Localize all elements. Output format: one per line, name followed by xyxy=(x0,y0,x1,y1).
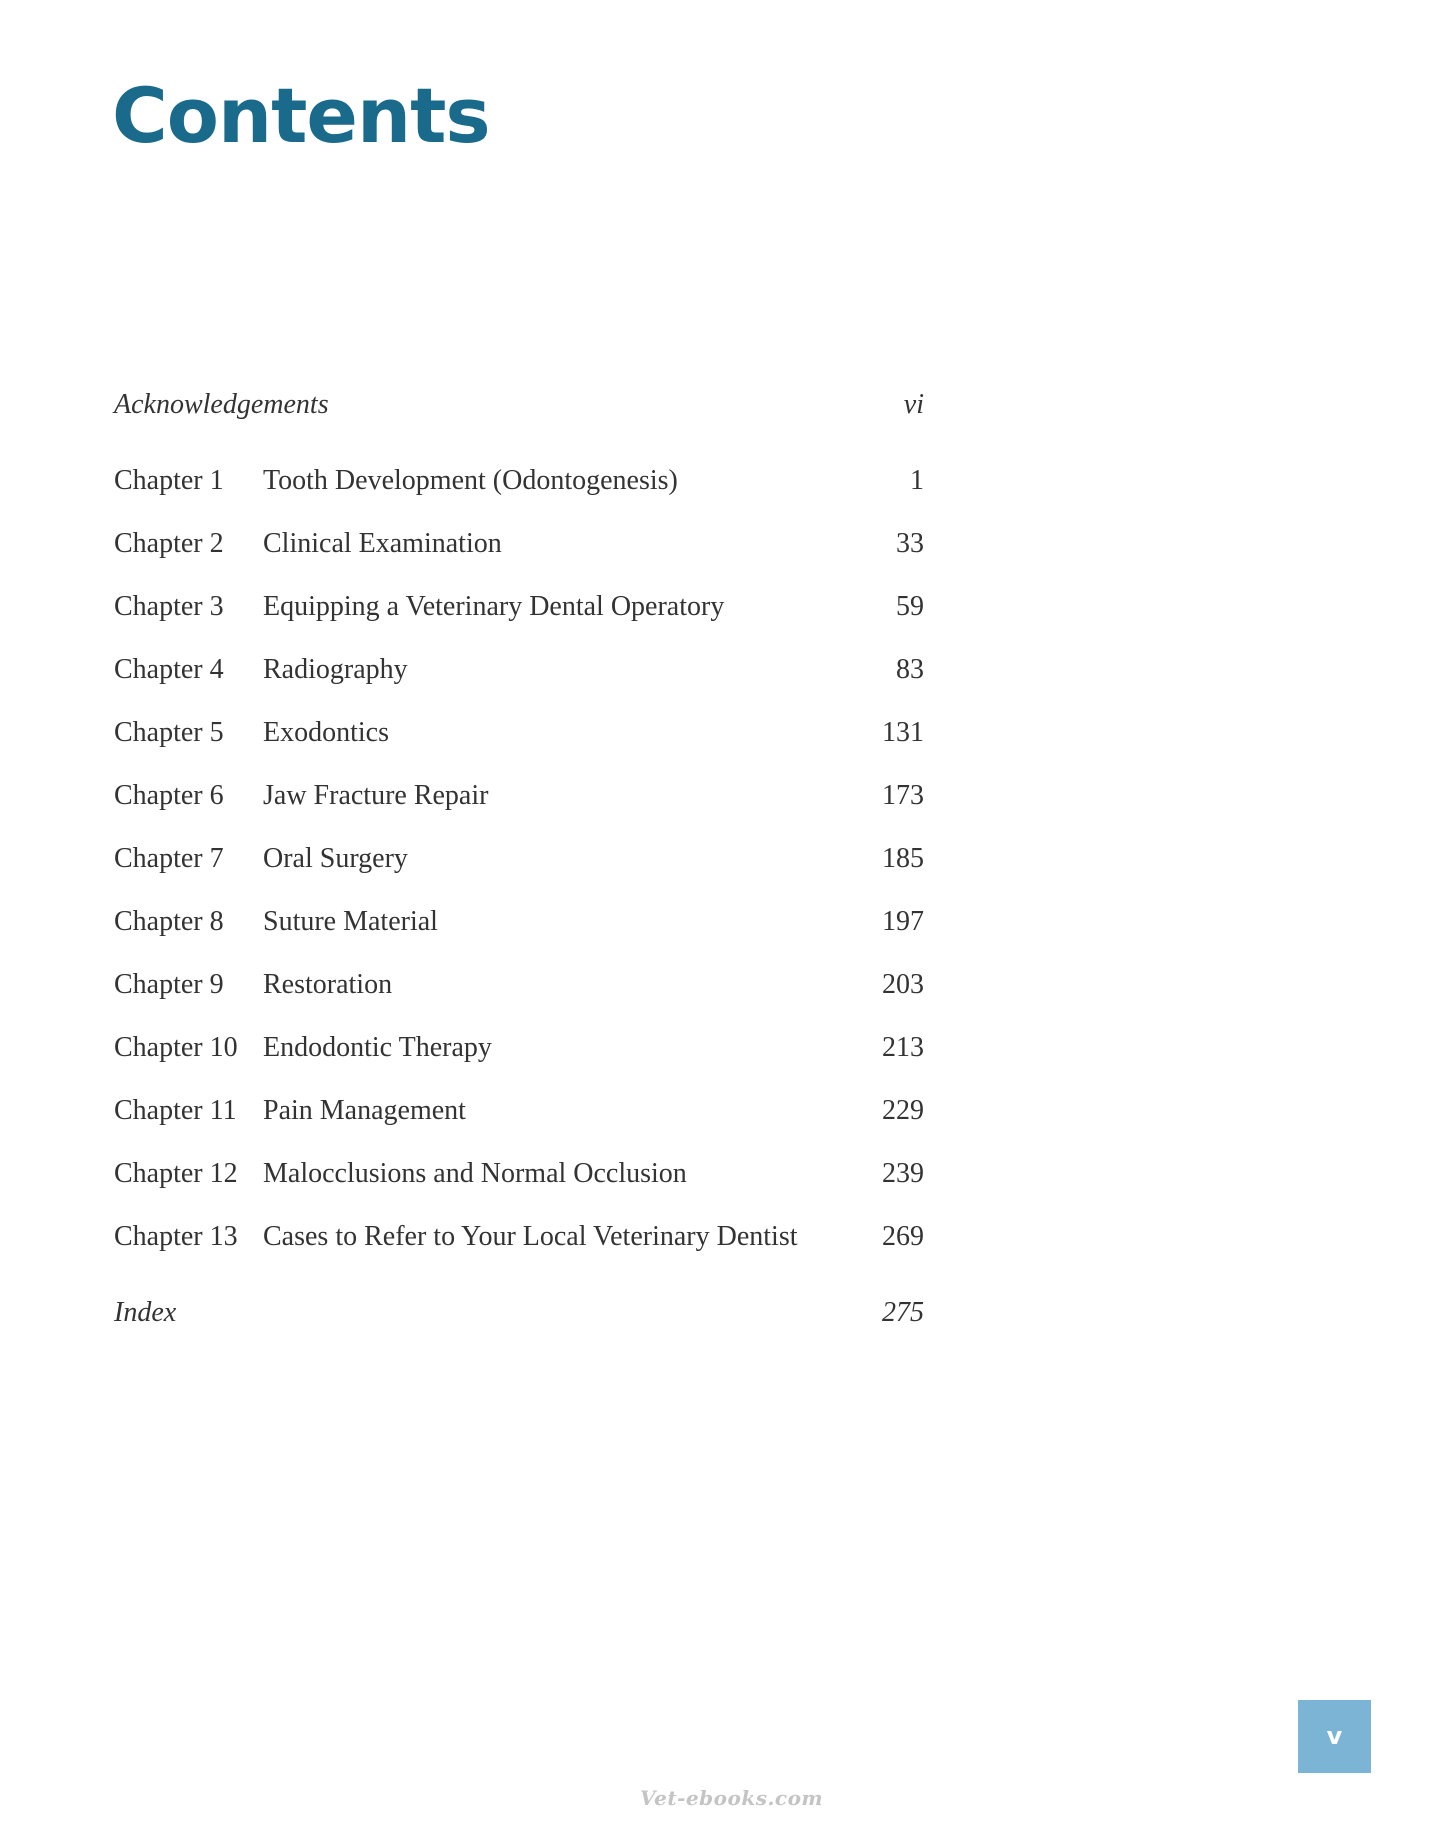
chapter-label: Chapter 4 xyxy=(114,654,224,685)
toc-entry-chapter-5[interactable] xyxy=(114,701,924,764)
toc-entry-chapter-9[interactable] xyxy=(114,953,924,1016)
toc-entry-chapter-2[interactable] xyxy=(114,512,924,575)
chapter-title: Exodontics xyxy=(263,717,389,748)
toc-page-number: 213 xyxy=(882,1032,924,1063)
toc-page-number: 33 xyxy=(896,528,924,559)
chapter-label: Chapter 10 xyxy=(114,1032,238,1063)
toc-page-number: 275 xyxy=(882,1297,924,1328)
chapter-label: Chapter 8 xyxy=(114,906,224,937)
chapter-title: Equipping a Veterinary Dental Operatory xyxy=(263,591,725,622)
toc-entry-index[interactable] xyxy=(114,1281,924,1344)
toc-page-number: 239 xyxy=(882,1158,924,1189)
toc-entry-chapter-7[interactable] xyxy=(114,827,924,890)
toc-entry-chapter-3[interactable] xyxy=(114,575,924,638)
page-folio: v xyxy=(1298,1700,1371,1773)
toc-page-number: 83 xyxy=(896,654,924,685)
chapter-label: Chapter 1 xyxy=(114,465,224,496)
toc-page-number: 185 xyxy=(882,843,924,874)
toc-entry-acknowledgements[interactable] xyxy=(114,373,924,436)
chapter-title: Radiography xyxy=(263,654,408,685)
toc-page-number: 1 xyxy=(910,465,924,496)
toc-page-number: 59 xyxy=(896,591,924,622)
chapter-title: Restoration xyxy=(263,969,393,1000)
toc-entry-chapter-10[interactable] xyxy=(114,1016,924,1079)
toc-page-number: 197 xyxy=(882,906,924,937)
toc-entry-chapter-6[interactable] xyxy=(114,764,924,827)
chapter-label: Chapter 12 xyxy=(114,1158,238,1189)
chapter-title: Jaw Fracture Repair xyxy=(263,780,489,811)
chapter-label: Chapter 13 xyxy=(114,1221,238,1252)
toc-entry-title: Acknowledgements xyxy=(114,389,329,420)
page-title: Contents xyxy=(112,71,490,160)
toc-entry-title: Index xyxy=(114,1297,177,1328)
chapter-title: Tooth Development (Odontogenesis) xyxy=(263,465,678,496)
toc-page-number: 203 xyxy=(882,969,924,1000)
chapter-label: Chapter 6 xyxy=(114,780,224,811)
chapter-title: Endodontic Therapy xyxy=(263,1032,492,1063)
chapter-title: Clinical Examination xyxy=(263,528,502,559)
watermark-logo: Vet-ebooks.com xyxy=(640,1786,824,1810)
toc-entry-chapter-4[interactable] xyxy=(114,638,924,701)
chapter-label: Chapter 5 xyxy=(114,717,224,748)
toc-entry-chapter-11[interactable] xyxy=(114,1079,924,1142)
toc-entry-chapter-8[interactable] xyxy=(114,890,924,953)
chapter-title: Pain Management xyxy=(263,1095,466,1126)
toc-entry-chapter-1[interactable] xyxy=(114,449,924,512)
chapter-label: Chapter 9 xyxy=(114,969,224,1000)
toc-page-number: 269 xyxy=(882,1221,924,1252)
chapter-label: Chapter 11 xyxy=(114,1095,237,1126)
chapter-title: Suture Material xyxy=(263,906,438,937)
chapter-title: Oral Surgery xyxy=(263,843,408,874)
chapter-label: Chapter 7 xyxy=(114,843,224,874)
toc-page-number: vi xyxy=(903,389,924,420)
toc-entry-chapter-13[interactable] xyxy=(114,1205,924,1268)
toc-page-number: 229 xyxy=(882,1095,924,1126)
chapter-title: Cases to Refer to Your Local Veterinary Dentist xyxy=(263,1221,798,1252)
toc-page-number: 173 xyxy=(882,780,924,811)
chapter-title: Malocclusions and Normal Occlusion xyxy=(263,1158,687,1189)
table-of-contents xyxy=(114,373,924,1344)
chapter-label: Chapter 3 xyxy=(114,591,224,622)
toc-page-number: 131 xyxy=(882,717,924,748)
toc-entry-chapter-12[interactable] xyxy=(114,1142,924,1205)
chapter-label: Chapter 2 xyxy=(114,528,224,559)
